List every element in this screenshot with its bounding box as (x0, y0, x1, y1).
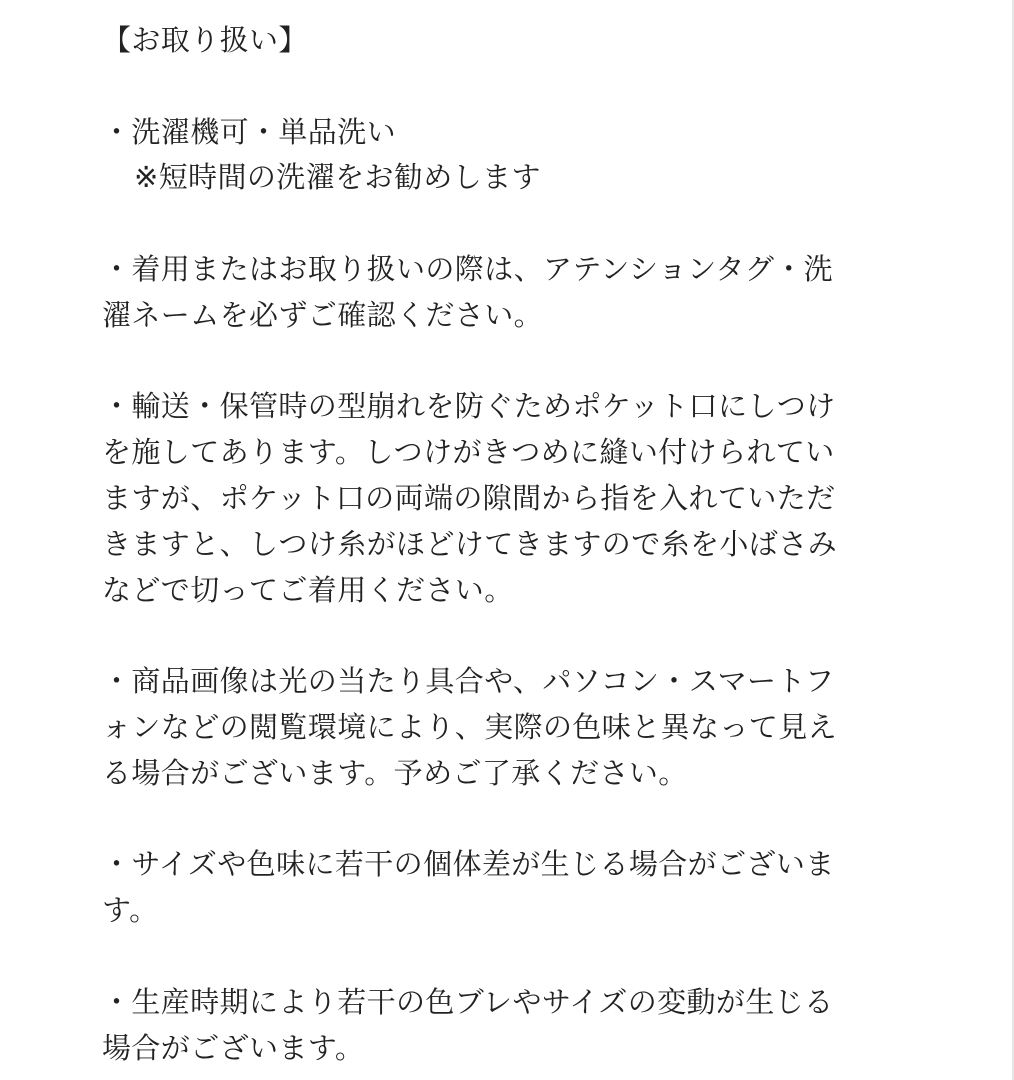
section-washing (102, 110, 902, 202)
spacer (102, 339, 902, 385)
text-line: 場合がございます。 (102, 1030, 365, 1065)
text-line: ・生産時期により若干の色ブレやサイズの変動が生じる (102, 984, 834, 1019)
section-color-display (102, 659, 902, 796)
spacer (102, 797, 902, 843)
spacer (102, 934, 902, 980)
care-instructions (102, 18, 902, 1071)
text-line: ・洗濯機可・単品洗い (102, 114, 397, 149)
section-individual-difference (102, 842, 902, 934)
text-line: ・着用またはお取り扱いの際は、アテンションタグ・洗 (102, 251, 834, 286)
section-production-variation (102, 980, 902, 1072)
text-line: ますが、ポケット口の両端の隙間から指を入れていただ (102, 480, 836, 515)
heading: 【お取り扱い】 (102, 23, 308, 57)
text-line: を施してあります。しつけがきつめに縫い付けられてい (102, 435, 835, 470)
text-line: ォンなどの閲覧環境により、実際の色味と異なって見え (102, 709, 838, 744)
spacer (102, 613, 902, 659)
text-line: ・輸送・保管時の型崩れを防ぐためポケット口にしつけ (102, 389, 836, 424)
text-line: ※短時間の洗濯をお勧めします (134, 160, 541, 195)
spacer (102, 64, 902, 110)
text-line: ・サイズや色味に若干の個体差が生じる場合がございま (102, 847, 835, 882)
text-line: ・商品画像は光の当たり具合や、パソコン・スマートフ (102, 664, 835, 699)
text-line: きますと、しつけ糸がほどけてきますので糸を小ばさみ (102, 526, 838, 561)
text-line: などで切ってご着用ください。 (102, 572, 514, 607)
text-line: 濯ネームを必ずご確認ください。 (102, 297, 544, 332)
spacer (102, 201, 902, 247)
text-line: す。 (102, 893, 159, 928)
section-attention-tag (102, 247, 902, 339)
section-basting-stitch (102, 384, 902, 613)
text-line: る場合がございます。予めご了承ください。 (102, 755, 688, 790)
